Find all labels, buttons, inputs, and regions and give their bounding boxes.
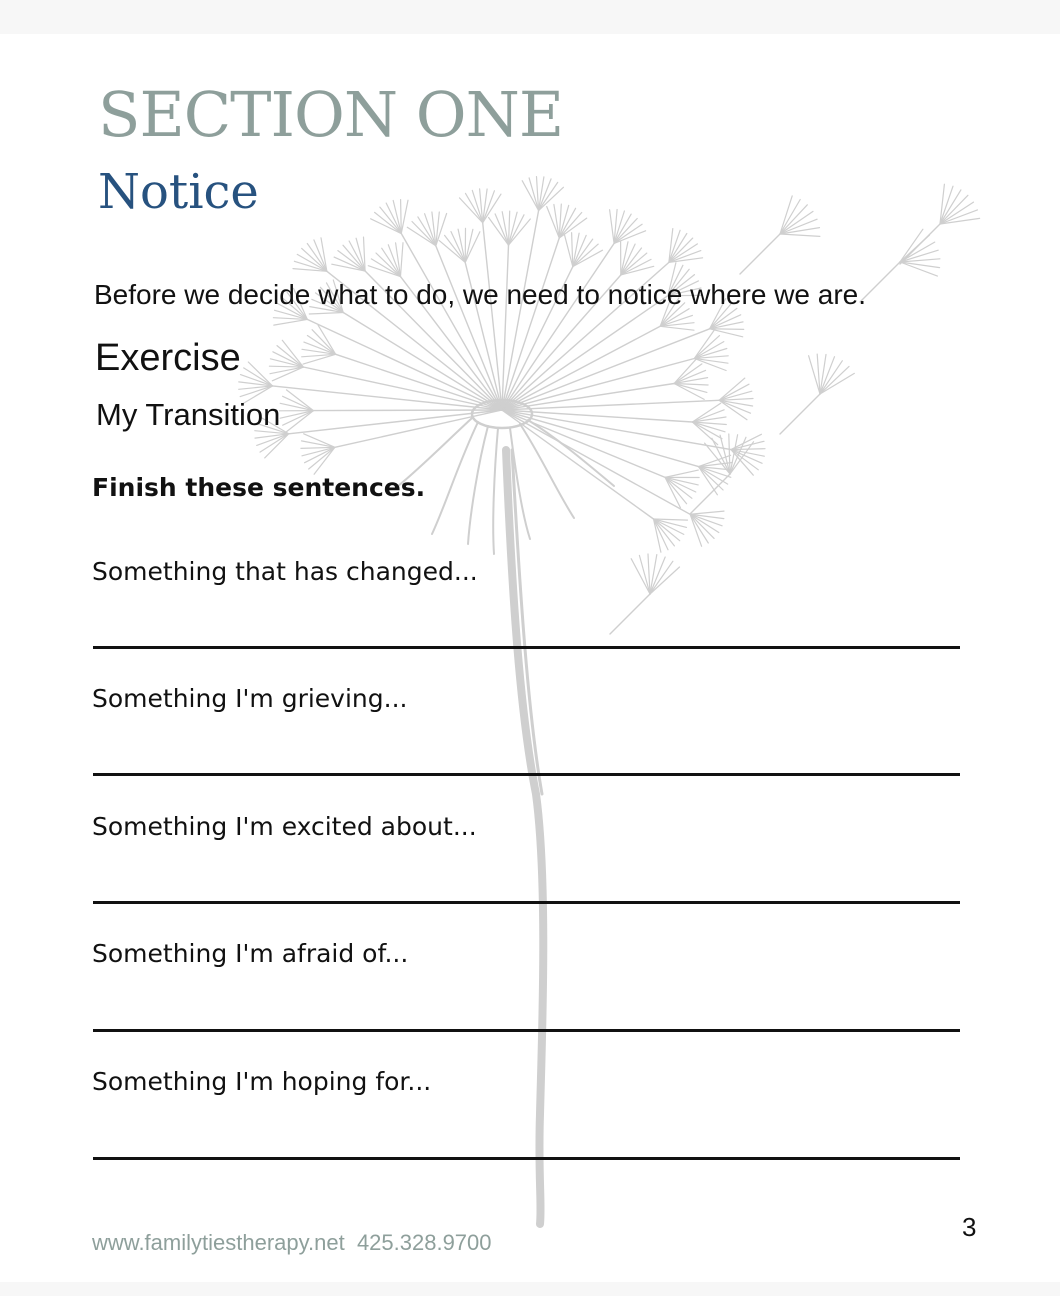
prompt-excited: Something I'm excited about... — [92, 812, 477, 841]
page-number: 3 — [962, 1212, 977, 1242]
instructions: Finish these sentences. — [92, 473, 426, 502]
exercise-name: My Transition — [96, 397, 281, 432]
section-subtitle: Notice — [98, 164, 259, 220]
answer-line-excited[interactable] — [93, 901, 960, 904]
phone-number: 425.328.9700 — [356, 1230, 492, 1255]
answer-line-hoping[interactable] — [93, 1157, 960, 1160]
answer-line-changed[interactable] — [93, 646, 960, 649]
website-link[interactable]: www.familytiestherapy.net — [92, 1230, 345, 1255]
prompt-afraid: Something I'm afraid of... — [92, 939, 409, 968]
prompt-hoping: Something I'm hoping for... — [92, 1067, 432, 1096]
worksheet-page — [0, 34, 1060, 1282]
section-title: SECTION ONE — [98, 78, 564, 151]
prompt-changed: Something that has changed... — [92, 557, 478, 586]
answer-line-afraid[interactable] — [93, 1029, 960, 1032]
prompt-grieving: Something I'm grieving... — [92, 684, 408, 713]
answer-line-grieving[interactable] — [93, 773, 960, 776]
exercise-heading: Exercise — [95, 337, 241, 379]
footer-contact — [92, 1230, 492, 1256]
intro-text: Before we decide what to do, we need to notice where we are. — [94, 279, 867, 310]
